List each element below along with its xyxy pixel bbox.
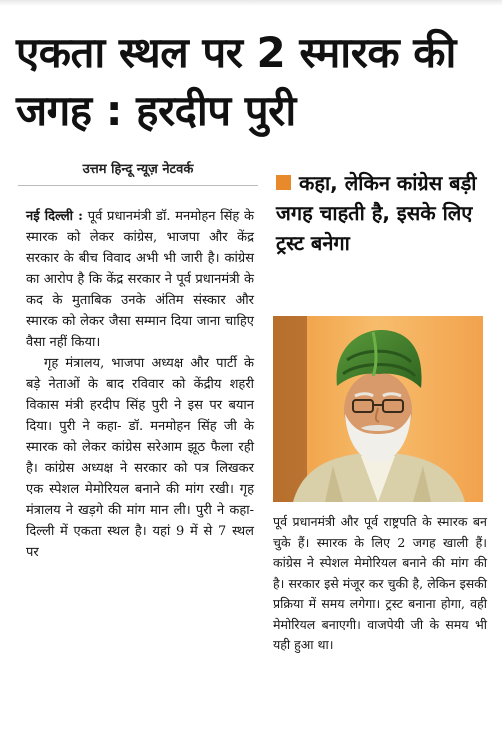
- headline: एकता स्थल पर 2 स्मारक की जगह : हरदीप पुरी: [16, 28, 456, 135]
- pull-quote: [276, 168, 482, 258]
- body-paragraph-1: [26, 206, 254, 353]
- byline-block: [18, 158, 258, 186]
- body-paragraph-1-text: पूर्व प्रधानमंत्री डॉ. मनमोहन सिंह के स्मारक को लेकर कांग्रेस, भाजपा और केंद्र सरकार के बीच विवाद अभी भी जारी है। कांग्रेस का आरोप है कि केंद्र सरकार ने पूर्व प्रधानमंत्री के कद के मुताबिक उनके अंतिम संस्कार और स्मारक को लेकर जैसा सम्मान दिया जाना चाहिए वैसा नहीं किया।: [26, 209, 254, 350]
- dateline: नई दिल्ली :: [26, 209, 83, 224]
- hardeep-puri-photo: [273, 316, 483, 502]
- byline-divider: [18, 185, 258, 186]
- article-body-left: [26, 206, 254, 563]
- pull-quote-text: कहा, लेकिन कांग्रेस बड़ी जगह चाहती है, इसके लिए ट्रस्ट बनेगा: [276, 171, 477, 255]
- body-paragraph-2: गृह मंत्रालय, भाजपा अध्यक्ष और पार्टी के बड़े नेताओं के बाद रविवार को केंद्रीय शहरी विकास मंत्री हरदीप सिंह पुरी ने इस पर बयान दिया। पुरी ने कहा- डॉ. मनमोहन सिंह जी के स्मारक को लेकर कांग्रेस सरेआम झूठ फैला रही है। कांग्रेस अध्यक्ष ने सरकार को पत्र लिखकर एक स्पेशल मेमोरियल बनाने की मांग रखी। गृह मंत्रालय ने खड़गे की मांग मान ली। पुरी ने कहा- दिल्ली में एकता स्थल है। यहां 9 में से 7 स्थल पर: [26, 356, 254, 560]
- portrait-illustration: [273, 316, 483, 502]
- byline: उत्तम हिन्दू न्यूज़ नेटवर्क: [82, 162, 194, 177]
- top-strip: [0, 0, 502, 6]
- orange-square-bullet-icon: [276, 175, 291, 190]
- body-paragraph-3: पूर्व प्रधानमंत्री और पूर्व राष्ट्रपति के स्मारक बन चुके हैं। स्मारक के लिए 2 जगह खाली हैं। कांग्रेस ने स्पेशल मेमोरियल बनाने की मांग की है। सरकार इसे मंजूर कर चुकी है, लेकिन इसकी प्रक्रिया में समय लगेगा। ट्रस्ट बनाना होगा, वही मेमोरियल बनाएगी। वाजपेयी जी के समय भी यही हुआ था।: [273, 514, 487, 652]
- article-body-right: [273, 512, 487, 656]
